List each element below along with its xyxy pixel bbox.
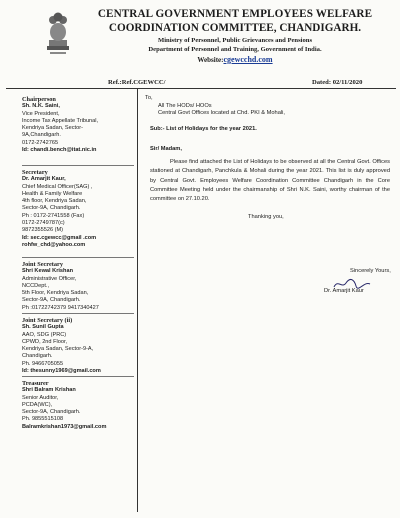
joint2-line: AAO, SDG (PRC)	[22, 331, 67, 338]
joint2-line: CPWD, 2nd Floor,	[22, 338, 68, 345]
letter-body: Please find attached the List of Holidays to be observed at all the Central Govt. Offices stationed at Chandigarh, Panchkula & Mohali during the year 2021. This list is duly approved by Central Govt. Employees Welfare Coordination Committee Chandigarh in the Core Committee Meeting held under the chairmanship of Shri N.K. Saini, worthy chairman of the committee on 27.10.20.	[150, 159, 390, 203]
section-divider	[22, 376, 134, 377]
joint-line: Administrative Officer,	[22, 275, 77, 282]
column-divider	[137, 88, 138, 512]
chairperson-name: Sh. N.K. Saini,	[22, 103, 60, 110]
treasurer-line: Senior Auditor,	[22, 394, 59, 401]
recipient-line: Central Govt Offices located at Chd. PKI & Mohali,	[158, 110, 285, 116]
thanks-line: Thanking you,	[248, 214, 284, 220]
secretary-line: 4th floor, Kendriya Sadan,	[22, 198, 87, 205]
section-divider	[22, 313, 134, 314]
chairperson-block	[22, 96, 134, 154]
treasurer-name: Shri Balram Krishan	[22, 387, 76, 394]
department-line: Department of Personnel and Training, Government of India.	[148, 46, 322, 53]
website-line	[80, 55, 390, 64]
joint-secretary-2-name: Sh. Sunil Gupta	[22, 324, 64, 331]
treasurer-email: Balramkrishan1973@gmail.com	[22, 423, 107, 430]
subject-line: Sub:- List of Holidays for the year 2021.	[150, 126, 257, 132]
secretary-email-2: rohfw_chd@yahoo.com	[22, 241, 86, 248]
national-emblem-icon	[43, 6, 73, 56]
chair-line: 0172-2742765	[22, 139, 59, 146]
joint-secretary-title: Joint Secretary	[22, 261, 63, 268]
org-title-line2: COORDINATION COMMITTEE, CHANDIGARH.	[108, 22, 362, 34]
joint2-line: Ph. 9466705055	[22, 360, 64, 367]
joint2-line: Kendriya Sadan, Sector-9-A,	[22, 346, 94, 353]
chairperson-title: Chairperson	[22, 96, 56, 103]
secretary-name: Dr. Amarjit Kaur,	[22, 176, 66, 183]
joint-secretary-2-email: Id: thesunny1969@gmail.com	[22, 368, 101, 375]
joint-secretary-name: Shri Kewal Krishan	[22, 268, 73, 275]
secretary-line: 0172-2749787(c)	[22, 220, 65, 227]
website-label: Website:	[197, 56, 224, 64]
recipient-line: All The HODs/ HOOs	[158, 103, 212, 109]
joint-line: Sector-9A, Chandigarh.	[22, 297, 81, 304]
joint-line: 5th Floor, Kendriya Sadan,	[22, 290, 89, 297]
reference-number: Ref.:Ref.CGEWCC/	[108, 79, 166, 86]
letter-date: Dated: 02/11/2020	[312, 79, 363, 86]
org-title-line1: CENTRAL GOVERNMENT EMPLOYEES WELFARE	[97, 8, 373, 20]
recipient-to: To,	[145, 95, 153, 101]
secretary-line: 9872355526 (M)	[22, 227, 64, 234]
secretary-title: Secretary	[22, 169, 48, 176]
ministry-line: Ministry of Personnel, Public Grievances and Pensions	[157, 37, 313, 44]
secretary-line: Sector-9A, Chandigarh.	[22, 205, 81, 212]
treasurer-line: Sector-9A, Chandigarh.	[22, 409, 81, 416]
section-divider	[22, 165, 134, 166]
secretary-email: Id: sec.cgewcc@gmail .com	[22, 234, 97, 241]
website-link[interactable]: cgewcchd.com	[223, 55, 273, 64]
joint-line: Ph :01722742379 9417340427	[22, 304, 99, 311]
treasurer-block	[22, 380, 134, 431]
joint-secretary-block	[22, 261, 134, 312]
joint-line: NCCDept.,	[22, 282, 50, 289]
secretary-line: Ph : 0172-2741558 (Fax)	[22, 212, 85, 219]
chair-line: 9A,Chandigarh.	[22, 132, 61, 139]
closing-line: Sincerely Yours,	[350, 268, 391, 274]
section-divider	[22, 257, 134, 258]
secretary-block	[22, 169, 134, 249]
chair-line: Kendriya Sadan, Sector-	[22, 125, 83, 132]
chair-line: Income Tax Appellate Tribunal,	[22, 117, 99, 124]
treasurer-line: Ph. 9855515108	[22, 416, 64, 423]
treasurer-line: PCDA(WC),	[22, 401, 53, 408]
joint2-line: Chandigarh.	[22, 353, 53, 360]
secretary-line: Health & Family Welfare	[22, 190, 83, 197]
signatory-name: Dr. Amarjit Kaur	[324, 288, 364, 294]
joint-secretary-2-block	[22, 317, 134, 375]
joint-secretary-2-title: Joint Secretary (ii)	[22, 317, 73, 324]
chair-line: Vice President,	[22, 110, 60, 117]
treasurer-title: Treasurer	[22, 380, 49, 387]
header-divider	[6, 88, 396, 89]
secretary-line: Chief Medical Officer(SAG) ,	[22, 183, 93, 190]
chairperson-email: Id: chandi.bench@itat.nic.in	[22, 147, 97, 154]
salutation: Sir/ Madam,	[150, 146, 182, 152]
